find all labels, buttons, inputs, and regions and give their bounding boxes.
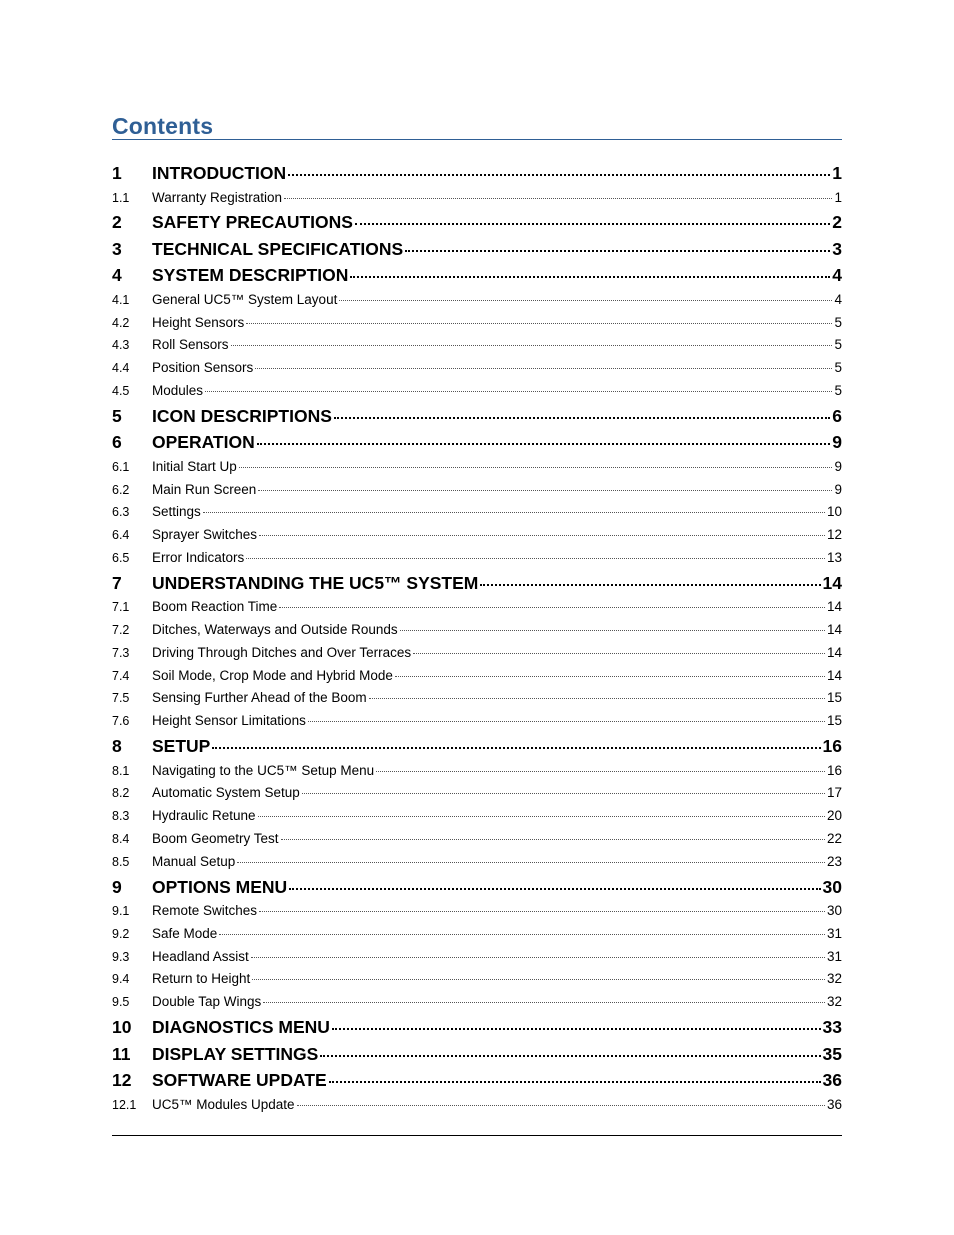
toc-entry-title[interactable]: SETUP (152, 736, 211, 757)
toc-subsection-entry[interactable] (112, 383, 842, 406)
toc-entry-title[interactable]: Return to Height (152, 971, 251, 987)
toc-subsection-entry[interactable] (112, 994, 842, 1017)
dot-leader (246, 558, 825, 559)
toc-entry-title[interactable]: Manual Setup (152, 853, 236, 869)
dot-leader (480, 584, 820, 586)
toc-page-number[interactable]: 31 (826, 948, 842, 964)
toc-page-number[interactable]: 5 (834, 382, 842, 398)
toc-subsection-entry[interactable] (112, 504, 842, 527)
toc-subsection-entry[interactable] (112, 831, 842, 854)
toc-entry-number: 7.1 (112, 600, 130, 615)
toc-page-number[interactable]: 4 (832, 265, 842, 286)
toc-subsection-entry[interactable] (112, 668, 842, 691)
toc-subsection-entry[interactable] (112, 1097, 842, 1120)
toc-subsection-entry[interactable] (112, 926, 842, 949)
toc-entry-number: 7.3 (112, 645, 130, 660)
toc-entry-title[interactable]: TECHNICAL SPECIFICATIONS (152, 238, 404, 259)
toc-entry-title[interactable]: Automatic System Setup (152, 785, 300, 801)
toc-subsection-entry[interactable] (112, 690, 842, 713)
toc-page-number[interactable]: 5 (834, 360, 842, 376)
toc-section-entry[interactable] (112, 212, 842, 239)
toc-entry-number: 9.1 (112, 904, 130, 919)
toc-entry-number: 8.3 (112, 809, 130, 824)
toc-entry-number: 9.2 (112, 926, 130, 941)
toc-entry-title[interactable]: DISPLAY SETTINGS (152, 1043, 319, 1064)
toc-section-entry[interactable] (112, 877, 842, 904)
toc-subsection-entry[interactable] (112, 785, 842, 808)
toc-subsection-entry[interactable] (112, 971, 842, 994)
dot-leader (334, 417, 830, 419)
toc-entry-number: 7.6 (112, 714, 130, 729)
toc-subsection-entry[interactable] (112, 315, 842, 338)
toc-entry-number: 6 (112, 432, 122, 453)
toc-page-number[interactable]: 20 (826, 808, 842, 824)
toc-page-number[interactable]: 36 (826, 1096, 842, 1112)
toc-entry-number: 4.3 (112, 338, 130, 353)
toc-subsection-entry[interactable] (112, 550, 842, 573)
dot-leader (405, 250, 830, 252)
toc-page-number[interactable]: 5 (834, 337, 842, 353)
toc-entry-number: 10 (112, 1017, 132, 1038)
toc-page-number[interactable]: 30 (826, 903, 842, 919)
toc-entry-number: 6.1 (112, 459, 130, 474)
dot-leader (350, 276, 830, 278)
toc-entry-number: 8.2 (112, 786, 130, 801)
toc-entry-number: 7.4 (112, 668, 130, 683)
toc-entry-title[interactable]: Remote Switches (152, 903, 258, 919)
toc-page-number[interactable]: 15 (826, 690, 842, 706)
dot-leader (257, 443, 831, 445)
toc-entry-title[interactable]: Error Indicators (152, 549, 245, 565)
toc-page-number[interactable]: 32 (826, 994, 842, 1010)
toc-entry-title[interactable]: OPTIONS MENU (152, 876, 288, 897)
toc-page-number[interactable]: 15 (826, 713, 842, 729)
dot-leader (376, 771, 825, 772)
dot-leader (289, 888, 820, 890)
toc-entry-number: 6.5 (112, 550, 130, 565)
toc-entry-number: 8.1 (112, 763, 130, 778)
toc-entry-number: 8.4 (112, 831, 130, 846)
toc-entry-number: 4.2 (112, 315, 130, 330)
toc-entry-title[interactable]: Ditches, Waterways and Outside Rounds (152, 622, 398, 638)
dot-leader (297, 1105, 825, 1106)
dot-leader (258, 490, 832, 491)
toc-entry-title[interactable]: Height Sensor Limitations (152, 713, 306, 729)
toc-page-number[interactable]: 5 (834, 314, 842, 330)
toc-entry-title[interactable]: Hydraulic Retune (152, 808, 256, 824)
toc-page-number[interactable]: 22 (826, 830, 842, 846)
toc-entry-number: 9.5 (112, 995, 130, 1010)
toc-section-entry[interactable] (112, 239, 842, 266)
toc-section-entry[interactable] (112, 736, 842, 763)
toc-page-number[interactable]: 30 (822, 876, 842, 897)
dot-leader (413, 653, 825, 654)
toc-entry-number: 12.1 (112, 1097, 137, 1112)
dot-leader (263, 1002, 825, 1003)
toc-page-number[interactable]: 14 (822, 572, 842, 593)
toc-subsection-entry[interactable] (112, 622, 842, 645)
toc-entry-title[interactable]: Boom Reaction Time (152, 599, 278, 615)
toc-subsection-entry[interactable] (112, 360, 842, 383)
toc-section-entry[interactable] (112, 573, 842, 600)
dot-leader (281, 839, 825, 840)
toc-entry-title[interactable]: SOFTWARE UPDATE (152, 1070, 327, 1091)
toc-section-entry[interactable] (112, 1070, 842, 1097)
toc-page-number[interactable]: 33 (822, 1017, 842, 1038)
toc-page-number[interactable]: 31 (826, 925, 842, 941)
toc-entry-number: 8 (112, 736, 122, 757)
toc-page-number[interactable]: 9 (834, 458, 842, 474)
toc-entry-title[interactable]: Warranty Registration (152, 189, 283, 205)
toc-entry-number: 6.3 (112, 505, 130, 520)
toc-page-number[interactable]: 12 (826, 527, 842, 543)
toc-subsection-entry[interactable] (112, 337, 842, 360)
toc-entry-number: 11 (112, 1043, 131, 1064)
toc-entry-title[interactable]: Height Sensors (152, 314, 245, 330)
toc-subsection-entry[interactable] (112, 763, 842, 786)
toc-page-number[interactable]: 14 (826, 622, 842, 638)
toc-entry-title[interactable]: Double Tap Wings (152, 994, 262, 1010)
toc-entry-title[interactable]: Sensing Further Ahead of the Boom (152, 690, 367, 706)
toc-list (112, 163, 842, 1119)
toc-section-entry[interactable] (112, 432, 842, 459)
toc-entry-title[interactable]: Modules (152, 382, 204, 398)
toc-entry-title[interactable]: General UC5™ System Layout (152, 291, 338, 307)
toc-entry-title[interactable]: Headland Assist (152, 948, 249, 964)
dot-leader (302, 793, 825, 794)
toc-entry-number: 7.5 (112, 691, 130, 706)
toc-page-number[interactable]: 14 (826, 644, 842, 660)
toc-entry-number: 4.4 (112, 361, 130, 376)
toc-entry-number: 1.1 (112, 190, 130, 205)
dot-leader (219, 934, 825, 935)
toc-entry-number: 9.3 (112, 949, 130, 964)
toc-entry-title[interactable]: Roll Sensors (152, 337, 229, 353)
toc-subsection-entry[interactable] (112, 808, 842, 831)
toc-entry-number: 9 (112, 876, 122, 897)
toc-entry-number: 4.1 (112, 292, 130, 307)
toc-entry-number: 1 (112, 163, 122, 183)
toc-subsection-entry[interactable] (112, 713, 842, 736)
toc-page-number[interactable]: 35 (822, 1043, 842, 1064)
toc-page-number[interactable]: 9 (832, 432, 842, 453)
toc-subsection-entry[interactable] (112, 645, 842, 668)
toc-page-number[interactable]: 4 (834, 291, 842, 307)
toc-entry-title[interactable]: Settings (152, 504, 201, 520)
dot-leader (251, 957, 825, 958)
dot-leader (284, 198, 832, 199)
toc-page-number[interactable]: 1 (834, 189, 842, 205)
toc-entry-title[interactable]: UC5™ Modules Update (152, 1096, 295, 1112)
toc-subsection-entry[interactable] (112, 854, 842, 877)
toc-page-number[interactable]: 16 (826, 762, 842, 778)
toc-entry-number: 7 (112, 572, 122, 593)
toc-entry-number: 6.4 (112, 528, 130, 543)
toc-subsection-entry[interactable] (112, 599, 842, 622)
toc-entry-title[interactable]: Navigating to the UC5™ Setup Menu (152, 762, 375, 778)
toc-section-entry[interactable] (112, 265, 842, 292)
dot-leader (259, 535, 825, 536)
toc-page-number[interactable]: 36 (822, 1070, 842, 1091)
toc-page-number[interactable]: 3 (832, 238, 842, 259)
dot-leader (279, 607, 825, 608)
toc-entry-title[interactable]: Main Run Screen (152, 481, 257, 497)
dot-leader (252, 979, 825, 980)
toc-page-number[interactable]: 9 (834, 481, 842, 497)
toc-page-number[interactable]: 16 (822, 736, 842, 757)
toc-entry-title[interactable]: Soil Mode, Crop Mode and Hybrid Mode (152, 667, 393, 683)
toc-subsection-entry[interactable] (112, 949, 842, 972)
toc-entry-number: 8.5 (112, 854, 130, 869)
dot-leader (320, 1055, 820, 1057)
toc-page-number[interactable]: 32 (826, 971, 842, 987)
toc-subsection-entry[interactable] (112, 482, 842, 505)
toc-page-number[interactable]: 17 (826, 785, 842, 801)
dot-leader (288, 174, 830, 176)
dot-leader (339, 300, 832, 301)
dot-leader (329, 1081, 821, 1083)
toc-page-number[interactable]: 14 (826, 599, 842, 615)
dot-leader (332, 1028, 821, 1030)
page-title: Contents (112, 113, 214, 139)
dot-leader (308, 721, 825, 722)
dot-leader (258, 816, 825, 817)
toc-entry-number: 2 (112, 212, 122, 233)
dot-leader (205, 391, 832, 392)
dot-leader (355, 223, 830, 225)
toc-entry-number: 9.4 (112, 972, 130, 987)
toc-page-number[interactable]: 1 (832, 163, 842, 183)
toc-subsection-entry[interactable] (112, 903, 842, 926)
title-divider (112, 139, 842, 140)
toc-entry-number: 4.5 (112, 383, 130, 398)
toc-subsection-entry[interactable] (112, 459, 842, 482)
toc-entry-title[interactable]: SYSTEM DESCRIPTION (152, 265, 349, 286)
toc-entry-title[interactable]: ICON DESCRIPTIONS (152, 405, 332, 426)
dot-leader (400, 630, 825, 631)
toc-entry-title[interactable]: Sprayer Switches (152, 527, 258, 543)
toc-entry-number: 5 (112, 405, 122, 426)
dot-leader (246, 323, 832, 324)
dot-leader (239, 467, 833, 468)
footer-divider (112, 1135, 842, 1136)
toc-section-entry[interactable] (112, 1017, 842, 1044)
toc-subsection-entry[interactable] (112, 292, 842, 315)
dot-leader (259, 911, 825, 912)
toc-entry-title[interactable]: Safe Mode (152, 925, 218, 941)
toc-section-entry[interactable] (112, 406, 842, 433)
toc-entry-title[interactable]: Initial Start Up (152, 458, 237, 474)
toc-subsection-entry[interactable] (112, 190, 842, 213)
toc-entry-title[interactable]: UNDERSTANDING THE UC5™ SYSTEM (152, 572, 479, 593)
dot-leader (395, 676, 825, 677)
toc-entry-title[interactable]: Driving Through Ditches and Over Terraces (152, 644, 412, 660)
dot-leader (369, 698, 825, 699)
toc-entry-title[interactable]: SAFETY PRECAUTIONS (152, 212, 353, 233)
toc-entry-title[interactable]: Position Sensors (152, 360, 254, 376)
toc-entry-number: 3 (112, 238, 122, 259)
toc-section-entry[interactable] (112, 1044, 842, 1071)
toc-page-number[interactable]: 13 (826, 549, 842, 565)
toc-entry-number: 4 (112, 265, 122, 286)
toc-page-number[interactable]: 6 (832, 405, 842, 426)
dot-leader (212, 747, 820, 749)
toc-page-number[interactable]: 2 (832, 212, 842, 233)
dot-leader (203, 512, 825, 513)
toc-entry-number: 6.2 (112, 482, 130, 497)
toc-section-entry[interactable] (112, 163, 842, 190)
toc-subsection-entry[interactable] (112, 527, 842, 550)
toc-entry-title[interactable]: OPERATION (152, 432, 255, 453)
toc-entry-number: 12 (112, 1070, 132, 1091)
toc-page-number[interactable]: 14 (826, 667, 842, 683)
toc-entry-title[interactable]: DIAGNOSTICS MENU (152, 1017, 330, 1038)
dot-leader (231, 345, 833, 346)
dot-leader (255, 368, 832, 369)
toc-page-number[interactable]: 23 (826, 853, 842, 869)
dot-leader (237, 862, 825, 863)
toc-page-number[interactable]: 10 (826, 504, 842, 520)
toc-entry-title[interactable]: INTRODUCTION (152, 163, 287, 183)
toc-entry-title[interactable]: Boom Geometry Test (152, 830, 279, 846)
toc-entry-number: 7.2 (112, 623, 130, 638)
